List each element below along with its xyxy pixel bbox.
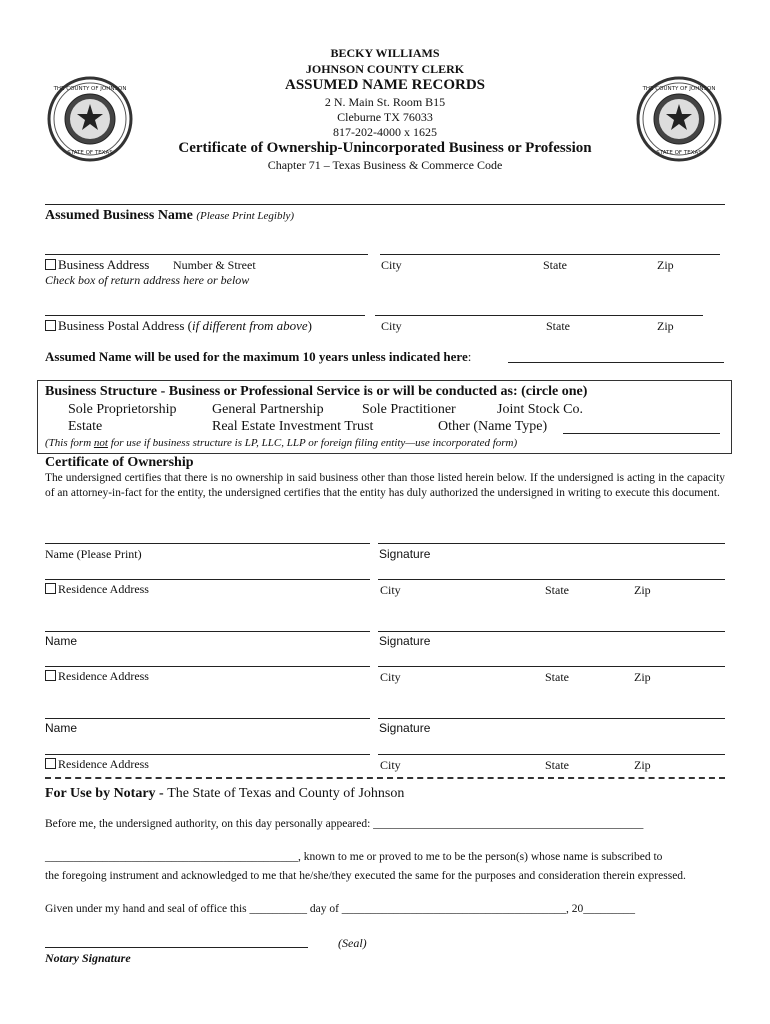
notary-known-line: ____________________________________________, known to me or proved to me to be the person(s) whose name is subscribed to (45, 851, 663, 863)
assumed-name-hint: (Please Print Legibly) (196, 210, 295, 222)
owner1-name-label (45, 547, 142, 562)
owner2-city-line[interactable] (378, 666, 725, 667)
owner2-zip-label: Zip (634, 670, 651, 684)
assumed-name-label (45, 208, 294, 224)
years-statement (45, 349, 471, 365)
owner3-residence-line[interactable] (45, 754, 370, 755)
owner1-zip-label: Zip (634, 583, 651, 597)
divider (45, 204, 725, 205)
notary-seal: (Seal) (338, 936, 367, 950)
structure-heading: Business Structure - Business or Professional Service is or will be conducted as: (circle one) (45, 384, 588, 399)
certificate-heading: Certificate of Ownership (45, 455, 194, 470)
owner1-name-text: Name (Please Print) (45, 547, 142, 561)
owner2-city-label: City (380, 670, 401, 684)
postal-address-line[interactable] (45, 315, 365, 316)
postal-address-checkbox[interactable] (45, 320, 56, 331)
owner2-residence-label: Residence Address (58, 669, 149, 683)
structure-note (45, 437, 517, 449)
postal-state-label: State (546, 319, 570, 333)
office-title: ASSUMED NAME RECORDS (284, 77, 486, 93)
notary-given: Given under my hand and seal of office this __________ day of _______________________________________, 20_________ (45, 903, 636, 915)
owner3-name-line[interactable] (45, 718, 370, 719)
notary-heading-bold: For Use by Notary - (45, 786, 168, 801)
owner3-residence-checkbox[interactable] (45, 758, 56, 769)
certificate-body: The undersigned certifies that there is no ownership in said business other than those listed herein below. If the undersigned is acting in the capacity of an attorney-in-fact for the entity, the undersigned certifies that the entity has duly authorized the undersigned in writing to execute this document. (45, 472, 725, 499)
owner3-signature-line[interactable] (378, 718, 725, 719)
option-sole-proprietorship[interactable]: Sole Proprietorship (68, 402, 177, 417)
owner2-name-line[interactable] (45, 631, 370, 632)
owner1-residence-checkbox[interactable] (45, 583, 56, 594)
notary-heading-rest: The State of Texas and County of Johnson (167, 786, 405, 801)
svg-text:STATE OF TEXAS: STATE OF TEXAS (656, 150, 702, 156)
note-pre: (This form (45, 437, 94, 449)
owner3-city-label: City (380, 758, 401, 772)
owner3-state-label: State (545, 758, 569, 772)
notary-heading (45, 786, 404, 802)
owner1-city-label: City (380, 583, 401, 597)
clerk-title: JOHNSON COUNTY CLERK (305, 62, 465, 76)
zip-label: Zip (657, 258, 674, 272)
owner1-signature-label: Signature (379, 547, 431, 561)
owner2-signature-label: Signature (379, 634, 431, 648)
owner2-signature-line[interactable] (378, 631, 725, 632)
owner3-zip-label: Zip (634, 758, 651, 772)
years-line[interactable] (508, 362, 724, 363)
years-colon: : (467, 349, 472, 364)
owner3-signature-label: Signature (379, 721, 431, 735)
note-post: for use if business structure is LP, LLC, LLP or foreign filing entity—use incorporated form) (107, 437, 518, 449)
state-label: State (543, 258, 567, 272)
form-title: Certificate of Ownership-Unincorporated Business or Profession (178, 140, 592, 156)
notary-signature-label: Notary Signature (45, 951, 131, 965)
office-phone: 817-202-4000 x 1625 (333, 125, 437, 139)
owner1-residence-line[interactable] (45, 579, 370, 580)
owner2-residence-line[interactable] (45, 666, 370, 667)
return-address-hint: Check box of return address here or below (45, 273, 250, 287)
note-not: not (93, 437, 108, 449)
notary-signature-line[interactable] (45, 947, 308, 948)
other-type-line[interactable] (563, 433, 720, 434)
form-chapter: Chapter 71 – Texas Business & Commerce Code (267, 158, 503, 172)
owner3-residence-label: Residence Address (58, 757, 149, 771)
postal-address-hint: if different from above (191, 318, 308, 333)
option-other[interactable]: Other (Name Type) (438, 419, 548, 434)
owner1-residence (45, 582, 149, 597)
city-label: City (381, 258, 402, 272)
years-text: Assumed Name will be used for the maximum 10 years unless indicated here (45, 349, 468, 364)
address-line[interactable] (45, 254, 368, 255)
owner2-state-label: State (545, 670, 569, 684)
postal-address-field (45, 318, 312, 334)
owner1-state-label: State (545, 583, 569, 597)
owner2-residence-checkbox[interactable] (45, 670, 56, 681)
owner2-name-label: Name (45, 634, 78, 648)
postal-address-close: ) (307, 318, 312, 333)
postal-city-label: City (381, 319, 402, 333)
svg-text:THE COUNTY OF JOHNSON: THE COUNTY OF JOHNSON (642, 86, 716, 92)
owner3-city-line[interactable] (378, 754, 725, 755)
notary-divider (45, 777, 725, 779)
notary-known-line2: the foregoing instrument and acknowledged to me that he/she/they executed the same for the purposes and consideration therein expressed. (45, 870, 686, 882)
business-address-label: Business Address (58, 257, 150, 272)
postal-address-label: Business Postal Address ( (58, 318, 192, 333)
option-reit[interactable]: Real Estate Investment Trust (212, 419, 374, 434)
svg-text:STATE OF TEXAS: STATE OF TEXAS (67, 150, 113, 156)
svg-text:THE COUNTY OF JOHNSON: THE COUNTY OF JOHNSON (53, 86, 127, 92)
office-city: Cleburne TX 76033 (337, 110, 433, 124)
option-estate[interactable]: Estate (68, 419, 103, 434)
option-general-partnership[interactable]: General Partnership (212, 402, 324, 417)
address-city-line[interactable] (380, 254, 720, 255)
owner1-name-line[interactable] (45, 543, 370, 544)
owner1-residence-label: Residence Address (58, 582, 149, 596)
return-address-checkbox[interactable] (45, 259, 56, 270)
owner2-residence (45, 669, 149, 684)
business-address-field (45, 257, 149, 273)
number-street-label: Number & Street (173, 258, 256, 272)
option-sole-practitioner[interactable]: Sole Practitioner (362, 402, 456, 417)
postal-city-line[interactable] (375, 315, 703, 316)
option-joint-stock[interactable]: Joint Stock Co. (497, 402, 583, 417)
owner3-name-label: Name (45, 721, 78, 735)
clerk-name: BECKY WILLIAMS (330, 46, 440, 60)
assumed-name-text: Assumed Business Name (45, 208, 193, 223)
postal-zip-label: Zip (657, 319, 674, 333)
owner3-residence (45, 757, 149, 772)
owner1-city-line[interactable] (378, 579, 725, 580)
owner1-signature-line[interactable] (378, 543, 725, 544)
office-address: 2 N. Main St. Room B15 (324, 95, 446, 109)
notary-before-me: Before me, the undersigned authority, on this day personally appeared: _______________________________________________ (45, 818, 644, 830)
